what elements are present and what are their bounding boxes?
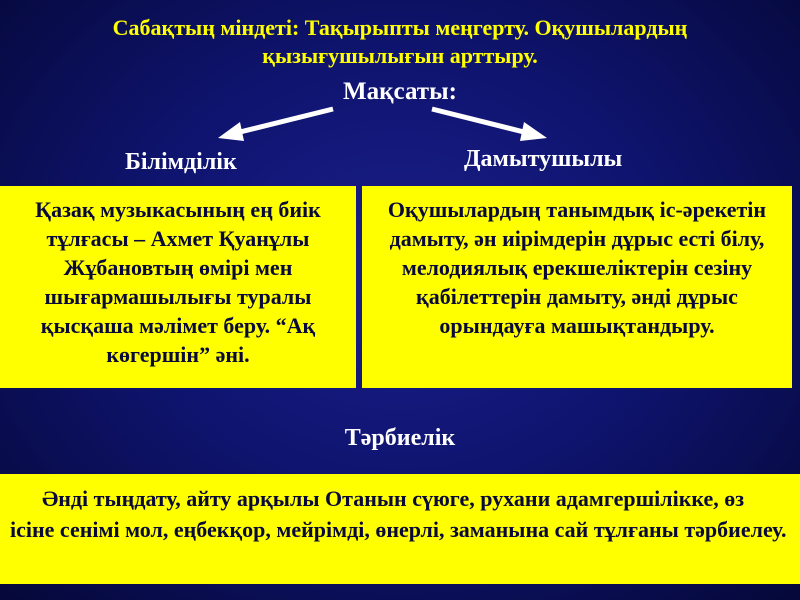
upbringing-label: Тәрбиелік	[344, 425, 456, 451]
branch-arrows	[0, 0, 800, 200]
arrow-right-icon	[432, 109, 547, 141]
developmental-text: Оқушылардың танымдық іс-әрекетін дамыту, ән иірімдерін дұрыс есті білу, мелодиялық ерекшеліктерін сезіну қабілеттерін дамыту, әнді дұрыс орындауға машықтандыру.	[387, 197, 767, 338]
developmental-box	[362, 186, 792, 388]
slide-title: Сабақтың міндеті: Тақырыпты меңгерту. Оқушылардың қызығушылығын арттыру.	[112, 15, 688, 68]
upbringing-text: Әнді тыңдату, айту арқылы Отанын сүюге, рухани адамгершілікке, өз ісіне сенімі мол, еңбекқор, мейрімді, өнерлі, заманына сай тұлғаны тәрбиелеу.	[10, 486, 787, 542]
educational-label: Білімділік	[125, 149, 237, 175]
educational-box	[0, 186, 356, 388]
educational-text: Қазақ музыкасының ең биік тұлғасы – Ахмет Қуанұлы Жұбановтың өмірі мен шығармашылығы туралы қысқаша мәлімет беру. “Ақ көгершін” әні.	[35, 197, 321, 367]
goals-heading: Мақсаты:	[343, 78, 457, 105]
arrow-left-icon	[218, 109, 333, 141]
developmental-label: Дамытушылы	[464, 146, 623, 172]
upbringing-box	[0, 474, 800, 584]
